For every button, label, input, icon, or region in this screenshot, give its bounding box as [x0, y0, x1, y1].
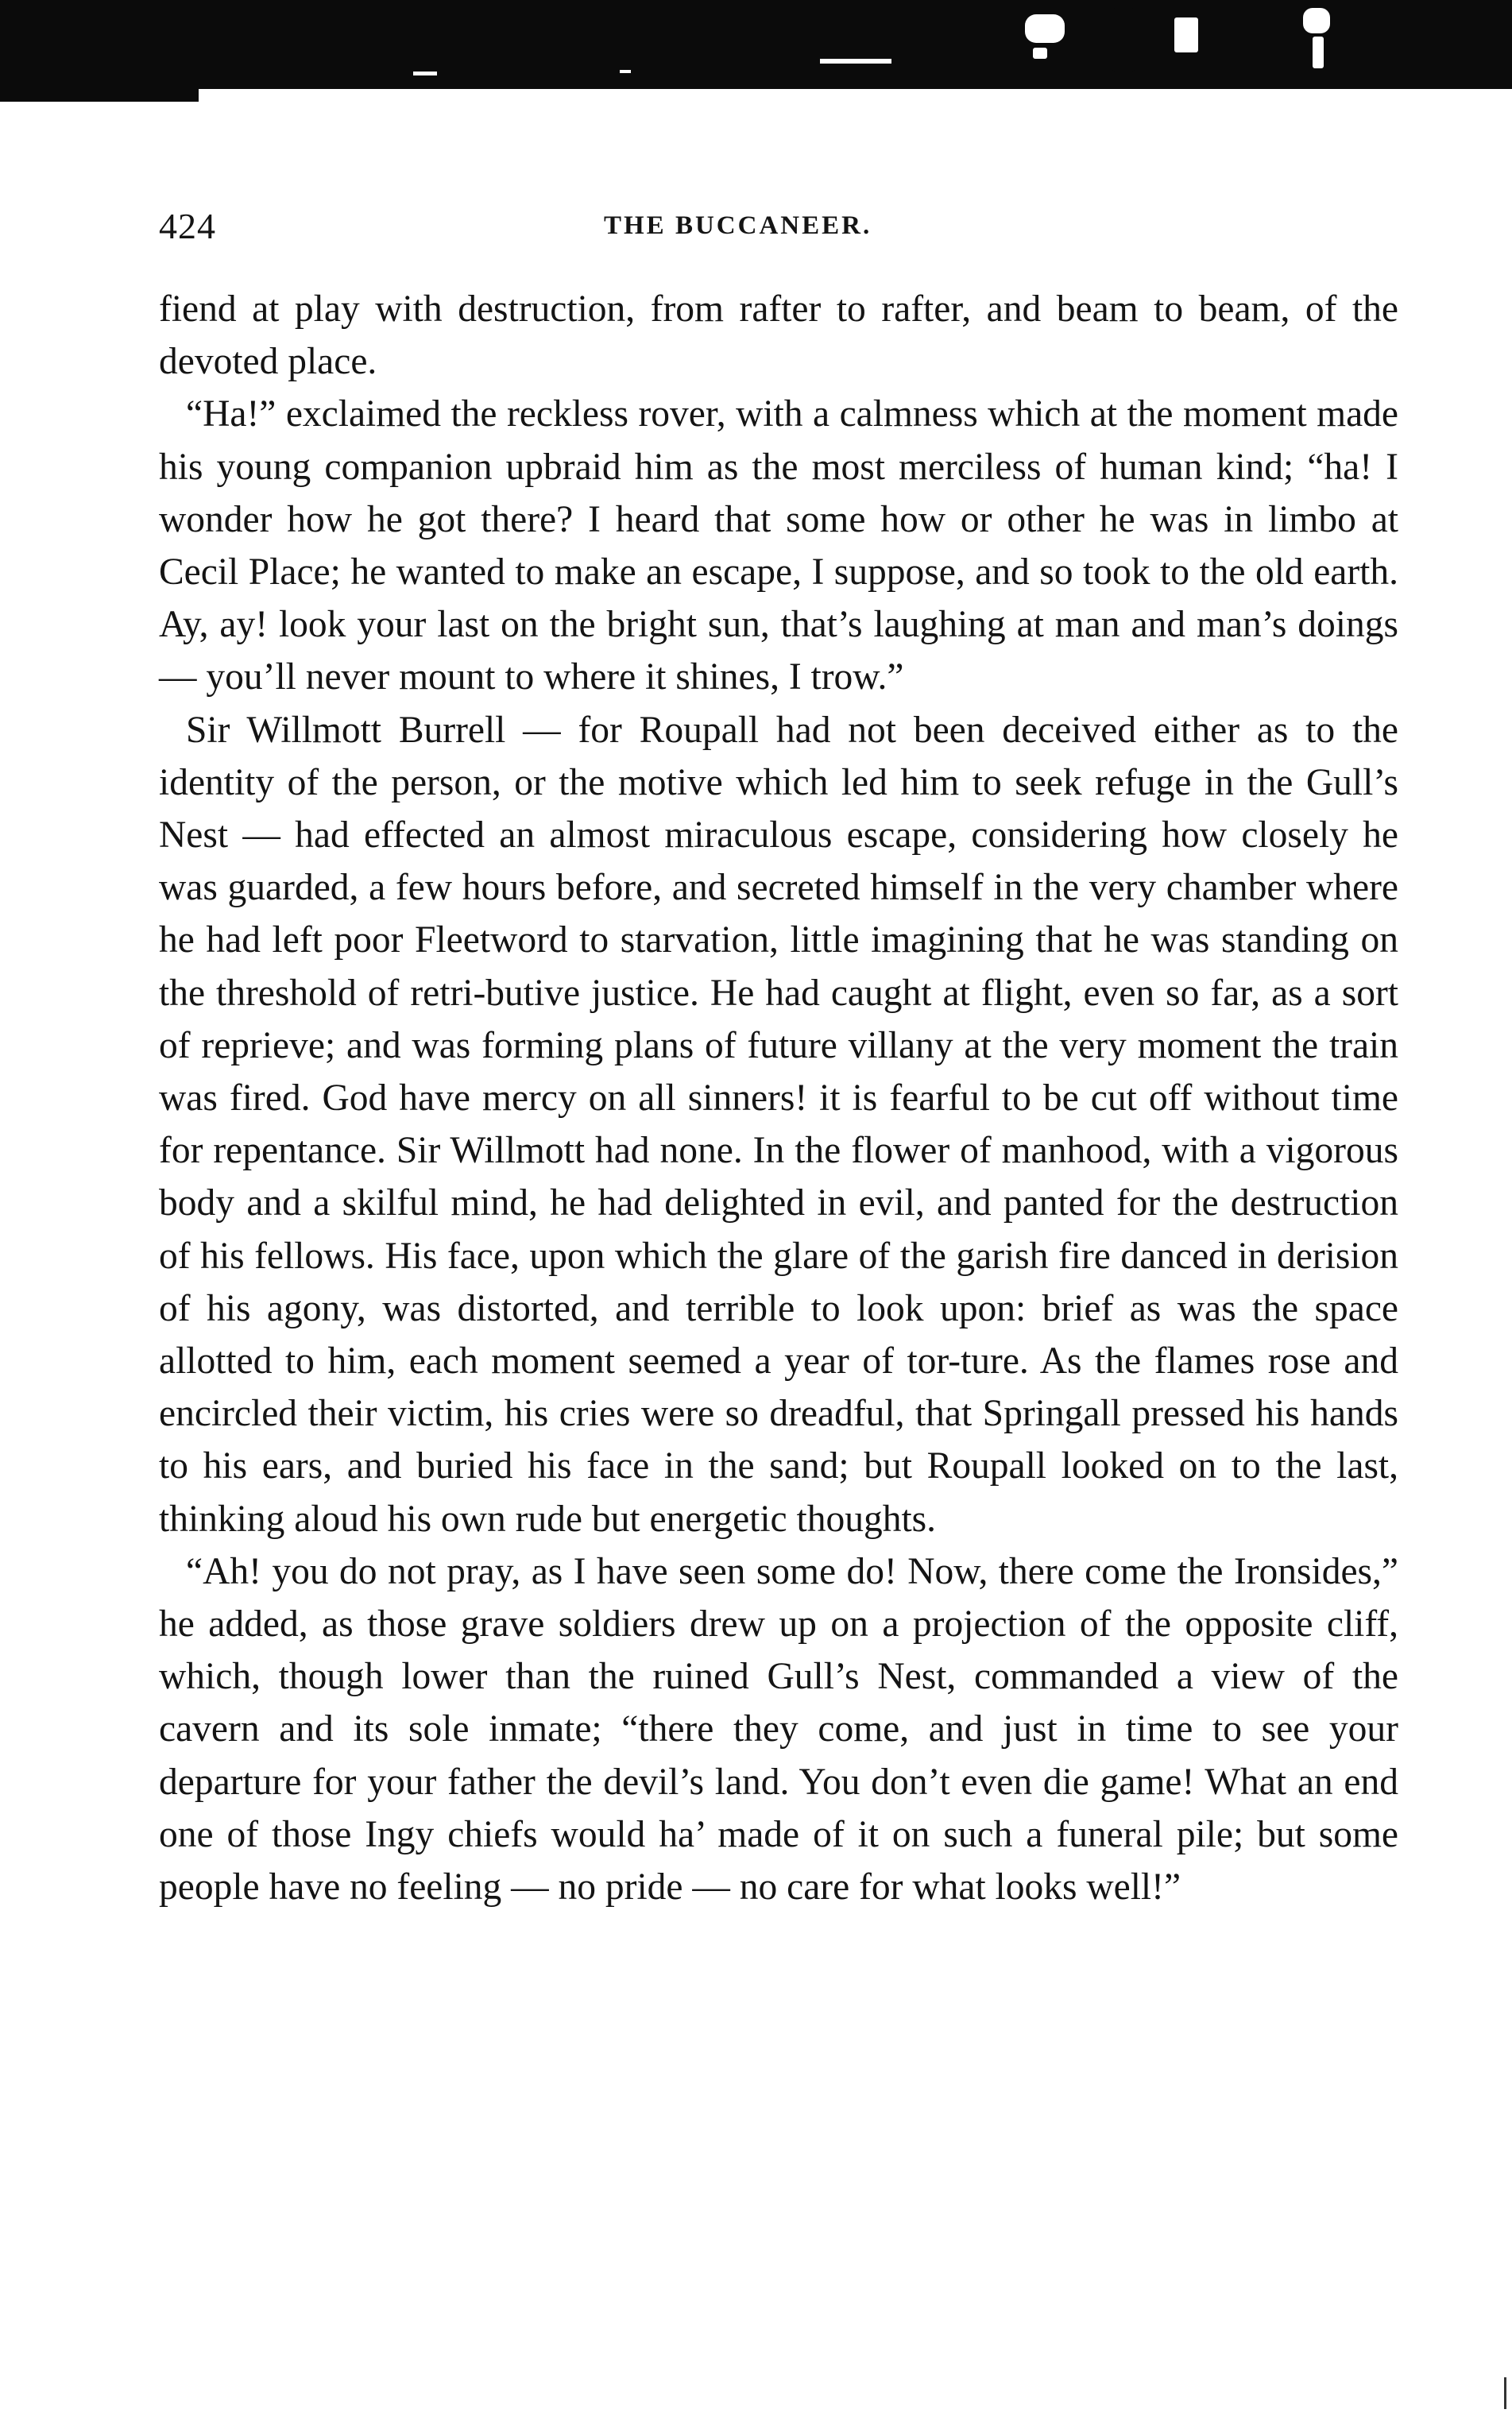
- scan-artifact: [413, 72, 437, 75]
- scan-artifact: [1504, 2377, 1506, 2409]
- scan-artifact: [1033, 48, 1047, 59]
- paragraph: “Ah! you do not pray, as I have seen some do! Now, there come the Ironsides,” he added, as those grave soldiers drew up on a projection of the opposite cliff, which, though lower than the ruined Gull’s Nest, commanded a view of the cavern and its sole inmate; “there they come, and just in time to see your departure for your father the devil’s land. You don’t even die game! What an end one of those Ingy chiefs would ha’ made of it on such a funeral pile; but some people have no feeling — no pride — no care for what looks well!”: [159, 1550, 1398, 1909]
- paragraph: fiend at play with destruction, from rafter to rafter, and beam to beam, of the devoted place.: [159, 288, 1398, 383]
- paragraph: Sir Willmott Burrell — for Roupall had not been deceived either as to the identity of the person, or the motive which led him to seek refuge in the Gull’s Nest — had effected an almost miraculous escape, considering how closely he was guarded, a few hours before, and secreted himself in the very chamber where he had left poor Fleetword to starvation, little imagining that he was standing on the threshold of retri-butive justice. He had caught at flight, even so far, as a sort of reprieve; and was forming plans of future villany at the very moment the train was fired. God have mercy on all sinners! it is fearful to be cut off without time for repentance. Sir Willmott had none. In the flower of manhood, with a vigorous body and a skilful mind, he had delighted in evil, and panted for the destruction of his fellows. His face, upon which the glare of the garish fire danced in derision of his agony, was distorted, and terrible to look upon: brief as was the space allotted to him, each moment seemed a year of tor-ture. As the flames rose and encircled their victim, his cries were so dreadful, that Springall pressed his hands to his ears, and buried his face in the sand; but Roupall looked on to the last, thinking aloud his own rude but energetic thoughts.: [159, 709, 1398, 1540]
- scan-artifact: [1313, 37, 1324, 68]
- scan-artifact: [820, 59, 891, 64]
- body-text: [159, 283, 1398, 1913]
- page-number: 424: [159, 206, 216, 246]
- scan-artifact: [1112, 8, 1135, 72]
- scan-artifact: [620, 70, 631, 73]
- running-head: THE BUCCANEER.: [604, 211, 872, 240]
- scan-border: [0, 0, 1512, 89]
- scan-artifact: [1025, 14, 1065, 43]
- page-header: [159, 205, 1398, 245]
- paragraph: “Ha!” exclaimed the reckless rover, with a calmness which at the moment made his young companion upbraid him as the most merciless of human kind; “ha! I wonder how he got there? I heard that some how or other he was in limbo at Cecil Place; he wanted to make an escape, I suppose, and so took to the old earth. Ay, ay! look your last on the bright sun, that’s laughing at man and man’s doings — you’ll never mount to where it shines, I trow.”: [159, 393, 1398, 698]
- scan-artifact: [1174, 17, 1198, 52]
- scan-border-edge: [0, 86, 199, 102]
- scan-artifact: [1303, 8, 1330, 33]
